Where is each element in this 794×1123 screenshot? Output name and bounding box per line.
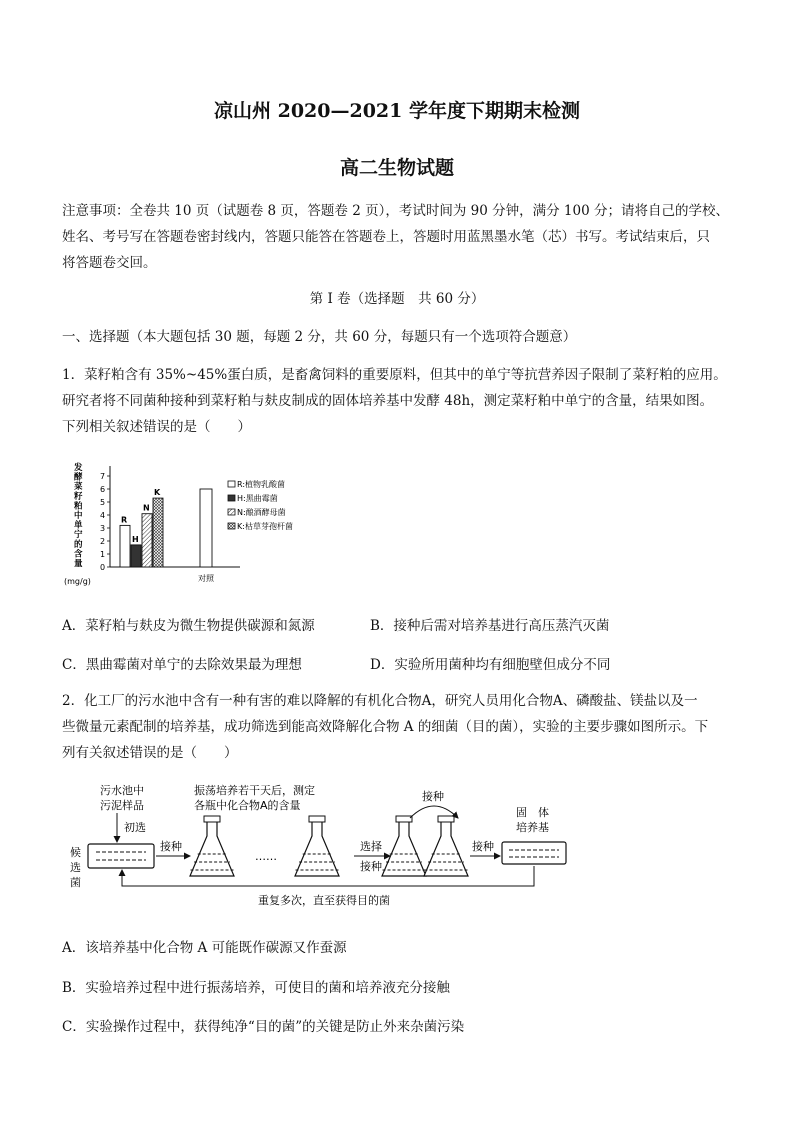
notice-line-1: 注意事项：全卷共 10 页（试题卷 8 页，答题卷 2 页），考试时间为 90 分钟，满分 100 分；请将自己的学校、 xyxy=(62,203,729,219)
bar-对照 xyxy=(200,489,212,567)
legend-n: N:酿酒酵母菌 xyxy=(237,508,286,517)
q1-stem-line-1: 1．菜籽粕含有 35%~45%蛋白质，是畜禽饲料的重要原料，但其中的单宁等抗营养因子限制了菜籽粕的应用。 xyxy=(62,367,727,383)
notice-line-2: 姓名、考号写在答题卷密封线内，答题只能答在答题卷上，答题时用蓝黑墨水笔（芯）书写。考试结束后，只 xyxy=(62,229,710,245)
ylabel-char: 发 xyxy=(74,463,83,473)
q1-stem-line-2: 研究者将不同菌种接种到菜籽粕与麸皮制成的固体培养基中发酵 48h，测定菜籽粕中单宁的含量，结果如图。 xyxy=(62,393,714,409)
y-tick-label: 1 xyxy=(100,550,106,559)
section-title: 第 I 卷（选择题 共 60 分） xyxy=(309,291,485,307)
ylabel-char: 的 xyxy=(74,539,83,550)
sample-label-1: 污水池中 xyxy=(100,784,144,797)
q2-process-diagram xyxy=(62,780,582,915)
control-label: 对照 xyxy=(198,574,214,583)
select-label-1: 选择 xyxy=(360,840,382,853)
inoculate-label-last: 接种 xyxy=(472,840,494,853)
y-tick-label: 7 xyxy=(100,472,106,481)
ylabel-char: 粕 xyxy=(74,501,83,512)
legend-swatch-h xyxy=(228,495,235,501)
solid-medium-dish xyxy=(502,842,566,864)
section-intro: 一、选择题（本大题包括 30 题，每题 2 分，共 60 分，每题只有一个选项符合题意） xyxy=(62,329,577,345)
q2-stem-line-1: 2．化工厂的污水池中含有一种有害的难以降解的有机化合物A，研究人员用化合物A、磷酸盐、镁盐以及一 xyxy=(62,693,698,709)
shake-label-1: 振荡培养若干天后，测定 xyxy=(194,784,315,797)
y-tick-label: 2 xyxy=(100,537,106,546)
bar-label-R: R xyxy=(121,515,128,525)
inoculate-top-label: 接种 xyxy=(422,790,444,803)
bar-K xyxy=(153,498,163,567)
y-tick-label: 6 xyxy=(100,485,106,494)
ylabel-char: 菜 xyxy=(74,482,83,493)
exam-title: 凉山州 2020—2021 学年度下期期末检测 xyxy=(214,100,580,122)
q2-stem-line-2: 些微量元素配制的培养基，成功筛选到能高效降解化合物 A 的细菌（目的菌），实验的主要步骤如图所示。下 xyxy=(62,719,709,735)
culture-flask xyxy=(295,816,339,876)
ylabel-char: 中 xyxy=(74,511,83,521)
y-axis-ticks xyxy=(100,472,110,572)
bar-R xyxy=(120,525,130,567)
legend-r: R:植物乳酸菌 xyxy=(237,480,286,489)
legend-swatch-n xyxy=(228,509,235,515)
legend-h: H:黑曲霉菌 xyxy=(237,494,278,503)
q1-option-d[interactable]: D．实验所用菌种均有细胞壁但成分不同 xyxy=(370,657,611,673)
q1-option-a[interactable]: A．菜籽粕与麸皮为微生物提供碳源和氮源 xyxy=(62,618,315,634)
exam-subtitle: 高二生物试题 xyxy=(339,157,454,179)
y-tick-label: 3 xyxy=(100,524,106,533)
select-label-2: 接种 xyxy=(360,860,382,873)
ellipsis: …… xyxy=(255,850,277,863)
bar-label-K: K xyxy=(154,488,161,498)
ylabel-char: 籽 xyxy=(74,491,83,502)
ylabel-char: 单 xyxy=(74,520,83,531)
ylabel-char: 宁 xyxy=(74,530,83,541)
culture-flask xyxy=(424,816,468,876)
q2-option-c[interactable]: C．实验操作过程中，获得纯净“目的菌”的关键是防止外来杂菌污染 xyxy=(62,1019,465,1035)
bar-H xyxy=(131,545,141,567)
q1-stem-line-3: 下列相关叙述错误的是（ ） xyxy=(62,419,251,435)
candidate-char-2: 选 xyxy=(70,861,81,874)
bar-label-H: H xyxy=(132,534,139,544)
solid-label-2: 培养基 xyxy=(516,821,549,834)
y-tick-label: 4 xyxy=(100,511,106,520)
y-tick-label: 5 xyxy=(100,498,106,507)
q1-option-c[interactable]: C．黑曲霉菌对单宁的去除效果最为理想 xyxy=(62,657,302,673)
y-tick-label: 0 xyxy=(100,563,106,572)
chart-legend xyxy=(228,479,293,531)
candidate-dish xyxy=(88,844,154,868)
q2-stem-line-3: 列有关叙述错误的是（ ） xyxy=(62,745,238,761)
ylabel-char: 酵 xyxy=(74,472,83,483)
y-axis-unit: (mg/g) xyxy=(64,577,91,586)
y-axis-label xyxy=(73,462,83,569)
q2-option-a[interactable]: A．该培养基中化合物 A 可能既作碳源又作蚕源 xyxy=(62,940,347,956)
culture-flask xyxy=(382,816,426,876)
q1-option-b[interactable]: B．接种后需对培养基进行高压蒸汽灭菌 xyxy=(370,618,610,634)
repeat-label: 重复多次，直至获得目的菌 xyxy=(258,894,390,907)
q2-option-b[interactable]: B．实验培养过程中进行振荡培养，可使目的菌和培养液充分接触 xyxy=(62,980,450,996)
shake-label-2: 各瓶中化合物A的含量 xyxy=(194,799,301,812)
ylabel-char: 量 xyxy=(74,559,83,569)
initial-screen-label: 初选 xyxy=(124,821,146,834)
bar-group xyxy=(120,488,212,567)
inoculate-label-1: 接种 xyxy=(160,840,182,853)
bar-N xyxy=(142,514,152,567)
bar-label-N: N xyxy=(143,503,150,513)
culture-flask xyxy=(190,816,234,876)
legend-k: K:枯草芽孢杆菌 xyxy=(237,522,293,531)
candidate-char-1: 候 xyxy=(70,846,81,859)
ylabel-char: 含 xyxy=(74,549,83,560)
solid-label-1: 固 体 xyxy=(516,806,549,819)
q1-tannin-chart xyxy=(60,460,360,590)
sample-label-2: 污泥样品 xyxy=(100,799,144,812)
legend-swatch-r xyxy=(228,481,235,487)
legend-swatch-k xyxy=(228,523,235,529)
notice-line-3: 将答题卷交回。 xyxy=(62,255,157,271)
candidate-char-3: 菌 xyxy=(70,876,81,889)
